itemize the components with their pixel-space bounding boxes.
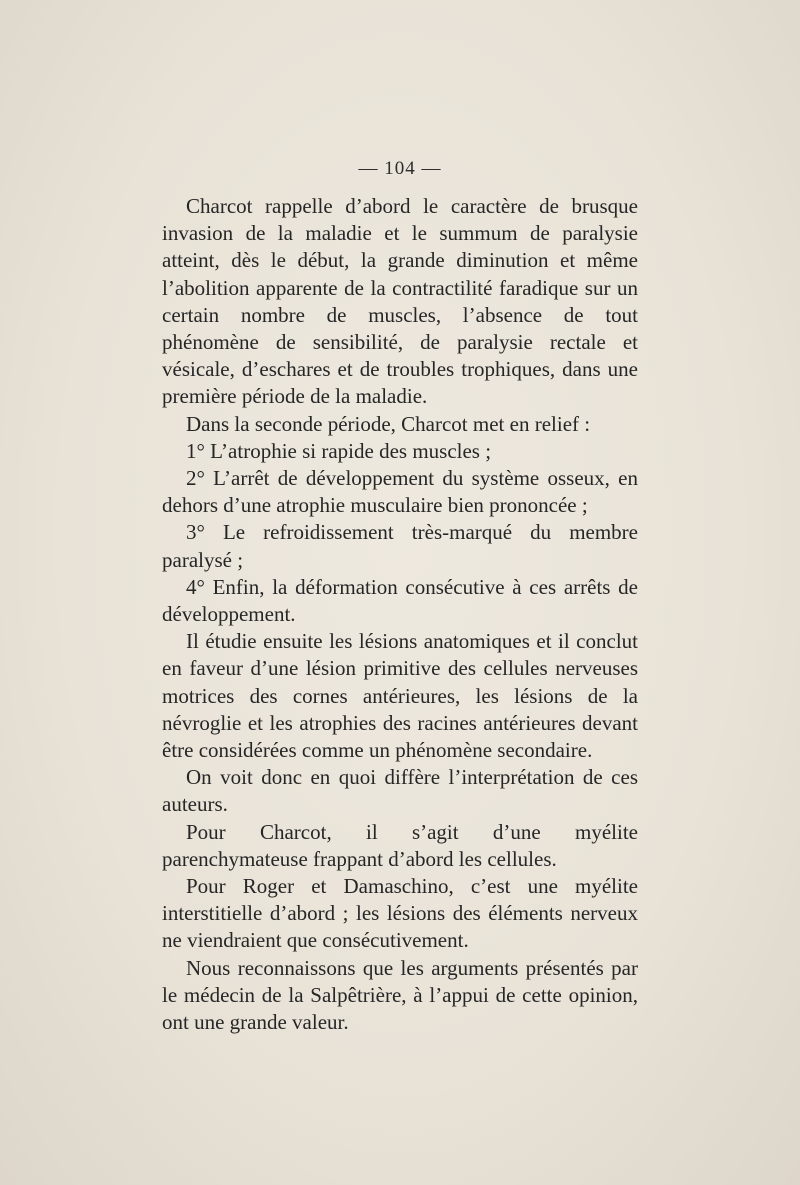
paragraph: Il étudie ensuite les lésions anatomiques et il conclut en faveur d’une lésion primitive des cellules nerveuses motrices des cornes antérieures, les lésions de la névroglie et les atrophies des racines antérieures devant être considérées comme un phénomène secondaire. bbox=[162, 629, 638, 763]
paragraph: 3° Le refroidissement très-marqué du membre paralysé ; bbox=[162, 520, 638, 572]
paragraph: 2° L’arrêt de développement du système osseux, en dehors d’une atrophie musculaire bien prononcée ; bbox=[162, 466, 638, 518]
paragraph: Pour Charcot, il s’agit d’une myélite parenchymateuse frappant d’abord les cellules. bbox=[162, 819, 638, 871]
body-text bbox=[162, 193, 638, 1036]
paragraph: Pour Roger et Damaschino, c’est une myélite interstitielle d’abord ; les lésions des éléments nerveux ne viendraient que consécutivement. bbox=[162, 874, 638, 953]
paragraph: On voit donc en quoi diffère l’interprétation de ces auteurs. bbox=[162, 765, 638, 817]
paragraph: 1° L’atrophie si rapide des muscles ; bbox=[186, 438, 492, 463]
paragraph: Charcot rappelle d’abord le caractère de brusque invasion de la maladie et le summum de paralysie atteint, dès le début, la grande diminution et même l’abolition apparente de la contractilité faradique sur un certain nombre de muscles, l’absence de tout phénomène de sensibilité, de paralysie rectale et vésicale, d’eschares et de troubles trophiques, dans une première période de la maladie. bbox=[162, 194, 638, 409]
page-number: — 104 — bbox=[358, 158, 442, 179]
paragraph: 4° Enfin, la déformation consécutive à ces arrêts de développement. bbox=[162, 574, 638, 627]
paragraph: Dans la seconde période, Charcot met en relief : bbox=[186, 411, 591, 436]
paragraph: Nous reconnaissons que les arguments présentés par le médecin de la Salpêtrière, à l’appui de cette opinion, ont une grande valeur. bbox=[162, 955, 638, 1035]
